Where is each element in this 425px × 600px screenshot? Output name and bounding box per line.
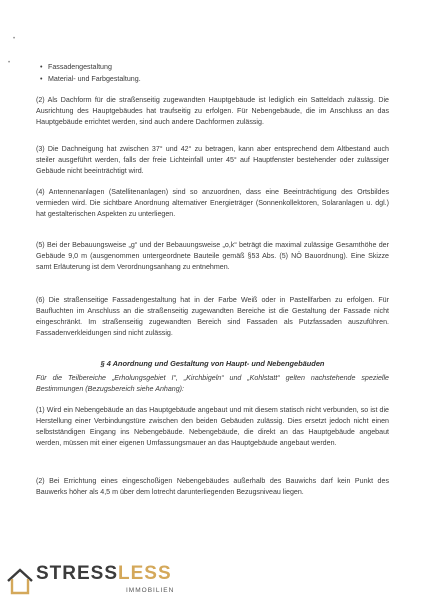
- logo-word-part2: LESS: [118, 563, 172, 584]
- section-heading: § 4 Anordnung und Gestaltung von Haupt- und Nebengebäuden: [100, 359, 325, 368]
- bullet-item: • Material- und Farbgestaltung.: [48, 74, 141, 85]
- paragraph-3: (3) Die Dachneigung hat zwischen 37° und 42° zu betragen, kann aber entsprechend dem Altbestand auch steiler ausgeführt werden, falls der freie Lichteinfall unter 45° auf Hauptfenster bestehender oder zulässiger Gebäude nicht beeinträchtigt wird.: [36, 145, 389, 175]
- logo-word-part1: STRESS: [36, 563, 119, 584]
- paragraph-5: (5) Bei der Bebauungsweise „g“ und der Bebauungsweise „o,k“ beträgt die maximal zulässige Gesamthöhe der Gebäude 9,0 m (ausgenommen untergeordnete Bauteile gemäß §53 Abs. (5) NÖ Bauordnung). Eine Skizze samt Erläuterung ist dem Verordnungsanhang zu entnehmen.: [36, 241, 389, 271]
- section-intro: Für die Teilbereiche „Erholungsgebiet I“, „Kirchbigeln“ und „Kohlstatt“ gelten nachstehende spezielle Bestimmungen (Bezugsbereich siehe Anhang):: [36, 374, 389, 393]
- scan-mark: •: [8, 60, 11, 66]
- paragraph-4: (4) Antennenanlagen (Satellitenanlagen) sind so anzuordnen, dass eine Beeinträchtigung des Ortsbildes vermieden wird. Die sichtbare Anordnung alternativer Energieträger (Sonnenkollektoren, Solaranlagen u. dgl.) hat gestalterischen Aspekten zu unterliegen.: [36, 188, 389, 218]
- company-logo: [6, 563, 216, 599]
- paragraph-6: (6) Die straßenseitige Fassadengestaltung hat in der Farbe Weiß oder in Pastellfarben zu erfolgen. Für Baufluchten im Anschluss an die straßenseitig zugewandten Bereiche ist die Gestaltung der Fassade nicht eingeschränkt. Im straßenseitig zugewandten Bereich sind Fassaden als Putzfassaden auszuführen. Fassadenverkleidungen sind nicht zulässig.: [36, 296, 389, 337]
- paragraph-2: (2) Als Dachform für die straßenseitig zugewandten Hauptgebäude ist lediglich ein Satteldach zulässig. Die Ausrichtung des Hauptgebäudes hat traufseitig zu erfolgen. Für Nebengebäude, die im Anschluss an das Hauptgebäude errichtet werden, sind auch andere Dachformen zulässig.: [36, 96, 389, 126]
- scan-mark: •: [13, 36, 16, 42]
- house-icon: [6, 567, 34, 595]
- bullet-item: • Fassadengestaltung: [48, 62, 112, 73]
- logo-subtitle: IMMOBILIEN: [126, 587, 175, 594]
- logo-wordmark: [36, 563, 172, 585]
- section-paragraph-1: (1) Wird ein Nebengebäude an das Hauptgebäude angebaut und mit diesem statisch nicht verbunden, so ist die Herstellung einer Verbindungstüre zwischen den beiden Gebäuden zulässig. Dies ersetzt jedoch nicht einen selbstständigen Eingang ins Nebengebäude. Nebengebäude, die direkt an das Hauptgebäude angebaut werden, müssen mit einer eigenen Umfassungsmauer an das Hauptgebäude angebaut werden.: [36, 406, 389, 447]
- section-paragraph-2: (2) Bei Errichtung eines eingeschoßigen Nebengebäudes außerhalb des Bauwichs darf kein Punkt des Bauwerks höher als 4,5 m über dem lotrecht darunterliegenden Bezugsniveau liegen.: [36, 477, 389, 496]
